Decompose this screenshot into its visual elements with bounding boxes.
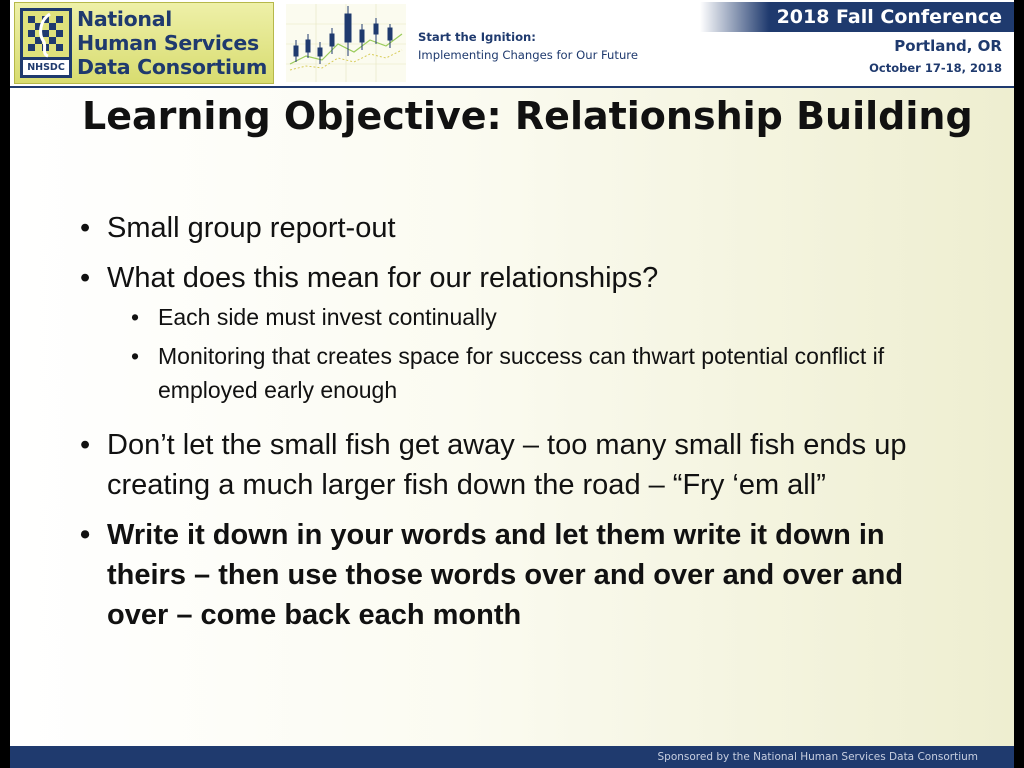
header-divider <box>10 86 1014 88</box>
logo-wordmark <box>77 7 267 79</box>
sub-bullet-item: • Each side must invest continually <box>131 300 960 334</box>
slide-header <box>10 0 1014 86</box>
bullet-item: • Small group report-out <box>80 208 960 248</box>
conference-tagline <box>418 28 638 64</box>
slide <box>10 0 1014 768</box>
candlestick-chart-icon <box>286 4 406 82</box>
logo-line-2: Human Services <box>77 31 259 55</box>
logo-mark-text: NHSDC <box>27 62 65 73</box>
sponsor-text: Sponsored by the National Human Services Data Consortium <box>657 751 978 763</box>
conference-dates: October 17-18, 2018 <box>869 61 1002 75</box>
bullet-item-emphasis: • Write it down in your words and let them write it down in theirs – then use those words over and over and over and over – come back each month <box>80 515 960 635</box>
conference-title: 2018 Fall Conference <box>776 6 1002 28</box>
logo-line-1: National <box>77 7 172 31</box>
conference-title-bar <box>700 2 1014 32</box>
bullet-list <box>80 208 960 645</box>
sub-bullet-item: • Monitoring that creates space for success can thwart potential conflict if employed early enough <box>131 339 960 407</box>
logo-line-3: Data Consortium <box>77 55 268 79</box>
nhsdc-logo <box>14 2 274 84</box>
tagline-line-1: Start the Ignition: <box>418 30 536 44</box>
slide-footer <box>10 746 1014 768</box>
slide-title: Learning Objective: Relationship Building <box>82 94 973 138</box>
bullet-item: • What does this mean for our relationships? <box>80 258 960 298</box>
tagline-line-2: Implementing Changes for Our Future <box>418 48 638 62</box>
conference-city: Portland, OR <box>894 37 1002 55</box>
bullet-item: • Don’t let the small fish get away – too many small fish ends up creating a much larger fish down the road – “Fry ‘em all” <box>80 425 960 505</box>
